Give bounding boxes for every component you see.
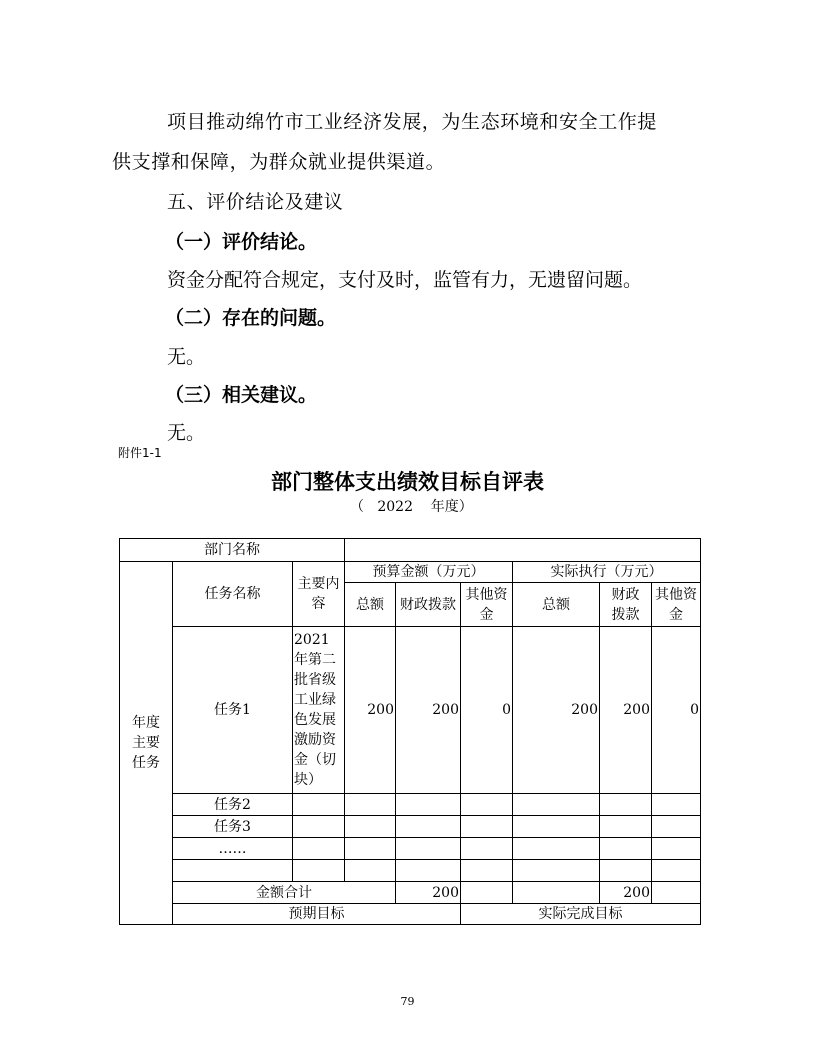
body-text-line-2: 供支撑和保障，为群众就业提供渠道。 — [112, 151, 446, 173]
suggestions-text: 无。 — [167, 422, 206, 444]
form-title: 部门整体支出绩效目标自评表 — [271, 470, 544, 494]
problems-text: 无。 — [167, 346, 206, 368]
performance-table — [119, 538, 701, 925]
task-1-actual-other: 0 — [652, 627, 701, 794]
budget-total-header: 总额 — [345, 583, 396, 627]
task-1-budget-fiscal: 200 — [396, 627, 461, 794]
task-blank — [173, 860, 293, 882]
annual-tasks-label: 年度主要任务 — [120, 562, 173, 925]
task-1-actual-total: 200 — [513, 627, 600, 794]
sum-budget-fiscal: 200 — [396, 882, 461, 904]
main-content-header: 主要内容 — [293, 562, 345, 627]
expected-goal-label: 预期目标 — [173, 904, 461, 925]
body-text-line-1: 项目推动绵竹市工业经济发展，为生态环境和安全工作提 — [167, 111, 658, 133]
subheading-suggestions: （三）相关建议。 — [165, 384, 318, 406]
task-3-name: 任务3 — [173, 816, 293, 838]
actual-other-header: 其他资金 — [652, 583, 701, 627]
task-1-budget-total: 200 — [345, 627, 396, 794]
page-number: 79 — [400, 995, 415, 1008]
budget-header: 预算金额（万元） — [345, 562, 513, 583]
form-year: （ 2022 年度） — [350, 499, 473, 515]
task-name-header: 任务名称 — [173, 562, 293, 627]
section-heading-5: 五、评价结论及建议 — [167, 191, 344, 213]
dept-name-label: 部门名称 — [120, 539, 345, 562]
sum-label: 金额合计 — [173, 882, 396, 904]
budget-other-header: 其他资金 — [461, 583, 513, 627]
actual-goal-label: 实际完成目标 — [461, 904, 701, 925]
actual-fiscal-header: 财政拨款 — [600, 583, 652, 627]
task-1-name: 任务1 — [173, 627, 293, 794]
actual-total-header: 总额 — [513, 583, 600, 627]
task-ellipsis: …… — [173, 838, 293, 860]
dept-name-value — [345, 539, 701, 562]
task-1-actual-fiscal: 200 — [600, 627, 652, 794]
task-2-name: 任务2 — [173, 794, 293, 816]
actual-header: 实际执行（万元） — [513, 562, 701, 583]
sum-actual-fiscal: 200 — [600, 882, 652, 904]
subheading-conclusion: （一）评价结论。 — [165, 231, 318, 253]
task-1-content: 2021年第二批省级工业绿色发展激励资金（切块） — [293, 627, 345, 794]
budget-fiscal-header: 财政拨款 — [396, 583, 461, 627]
task-1-budget-other: 0 — [461, 627, 513, 794]
attachment-label: 附件1-1 — [118, 446, 162, 460]
subheading-problems: （二）存在的问题。 — [165, 307, 337, 329]
conclusion-text: 资金分配符合规定，支付及时，监管有力，无遗留问题。 — [167, 269, 643, 291]
